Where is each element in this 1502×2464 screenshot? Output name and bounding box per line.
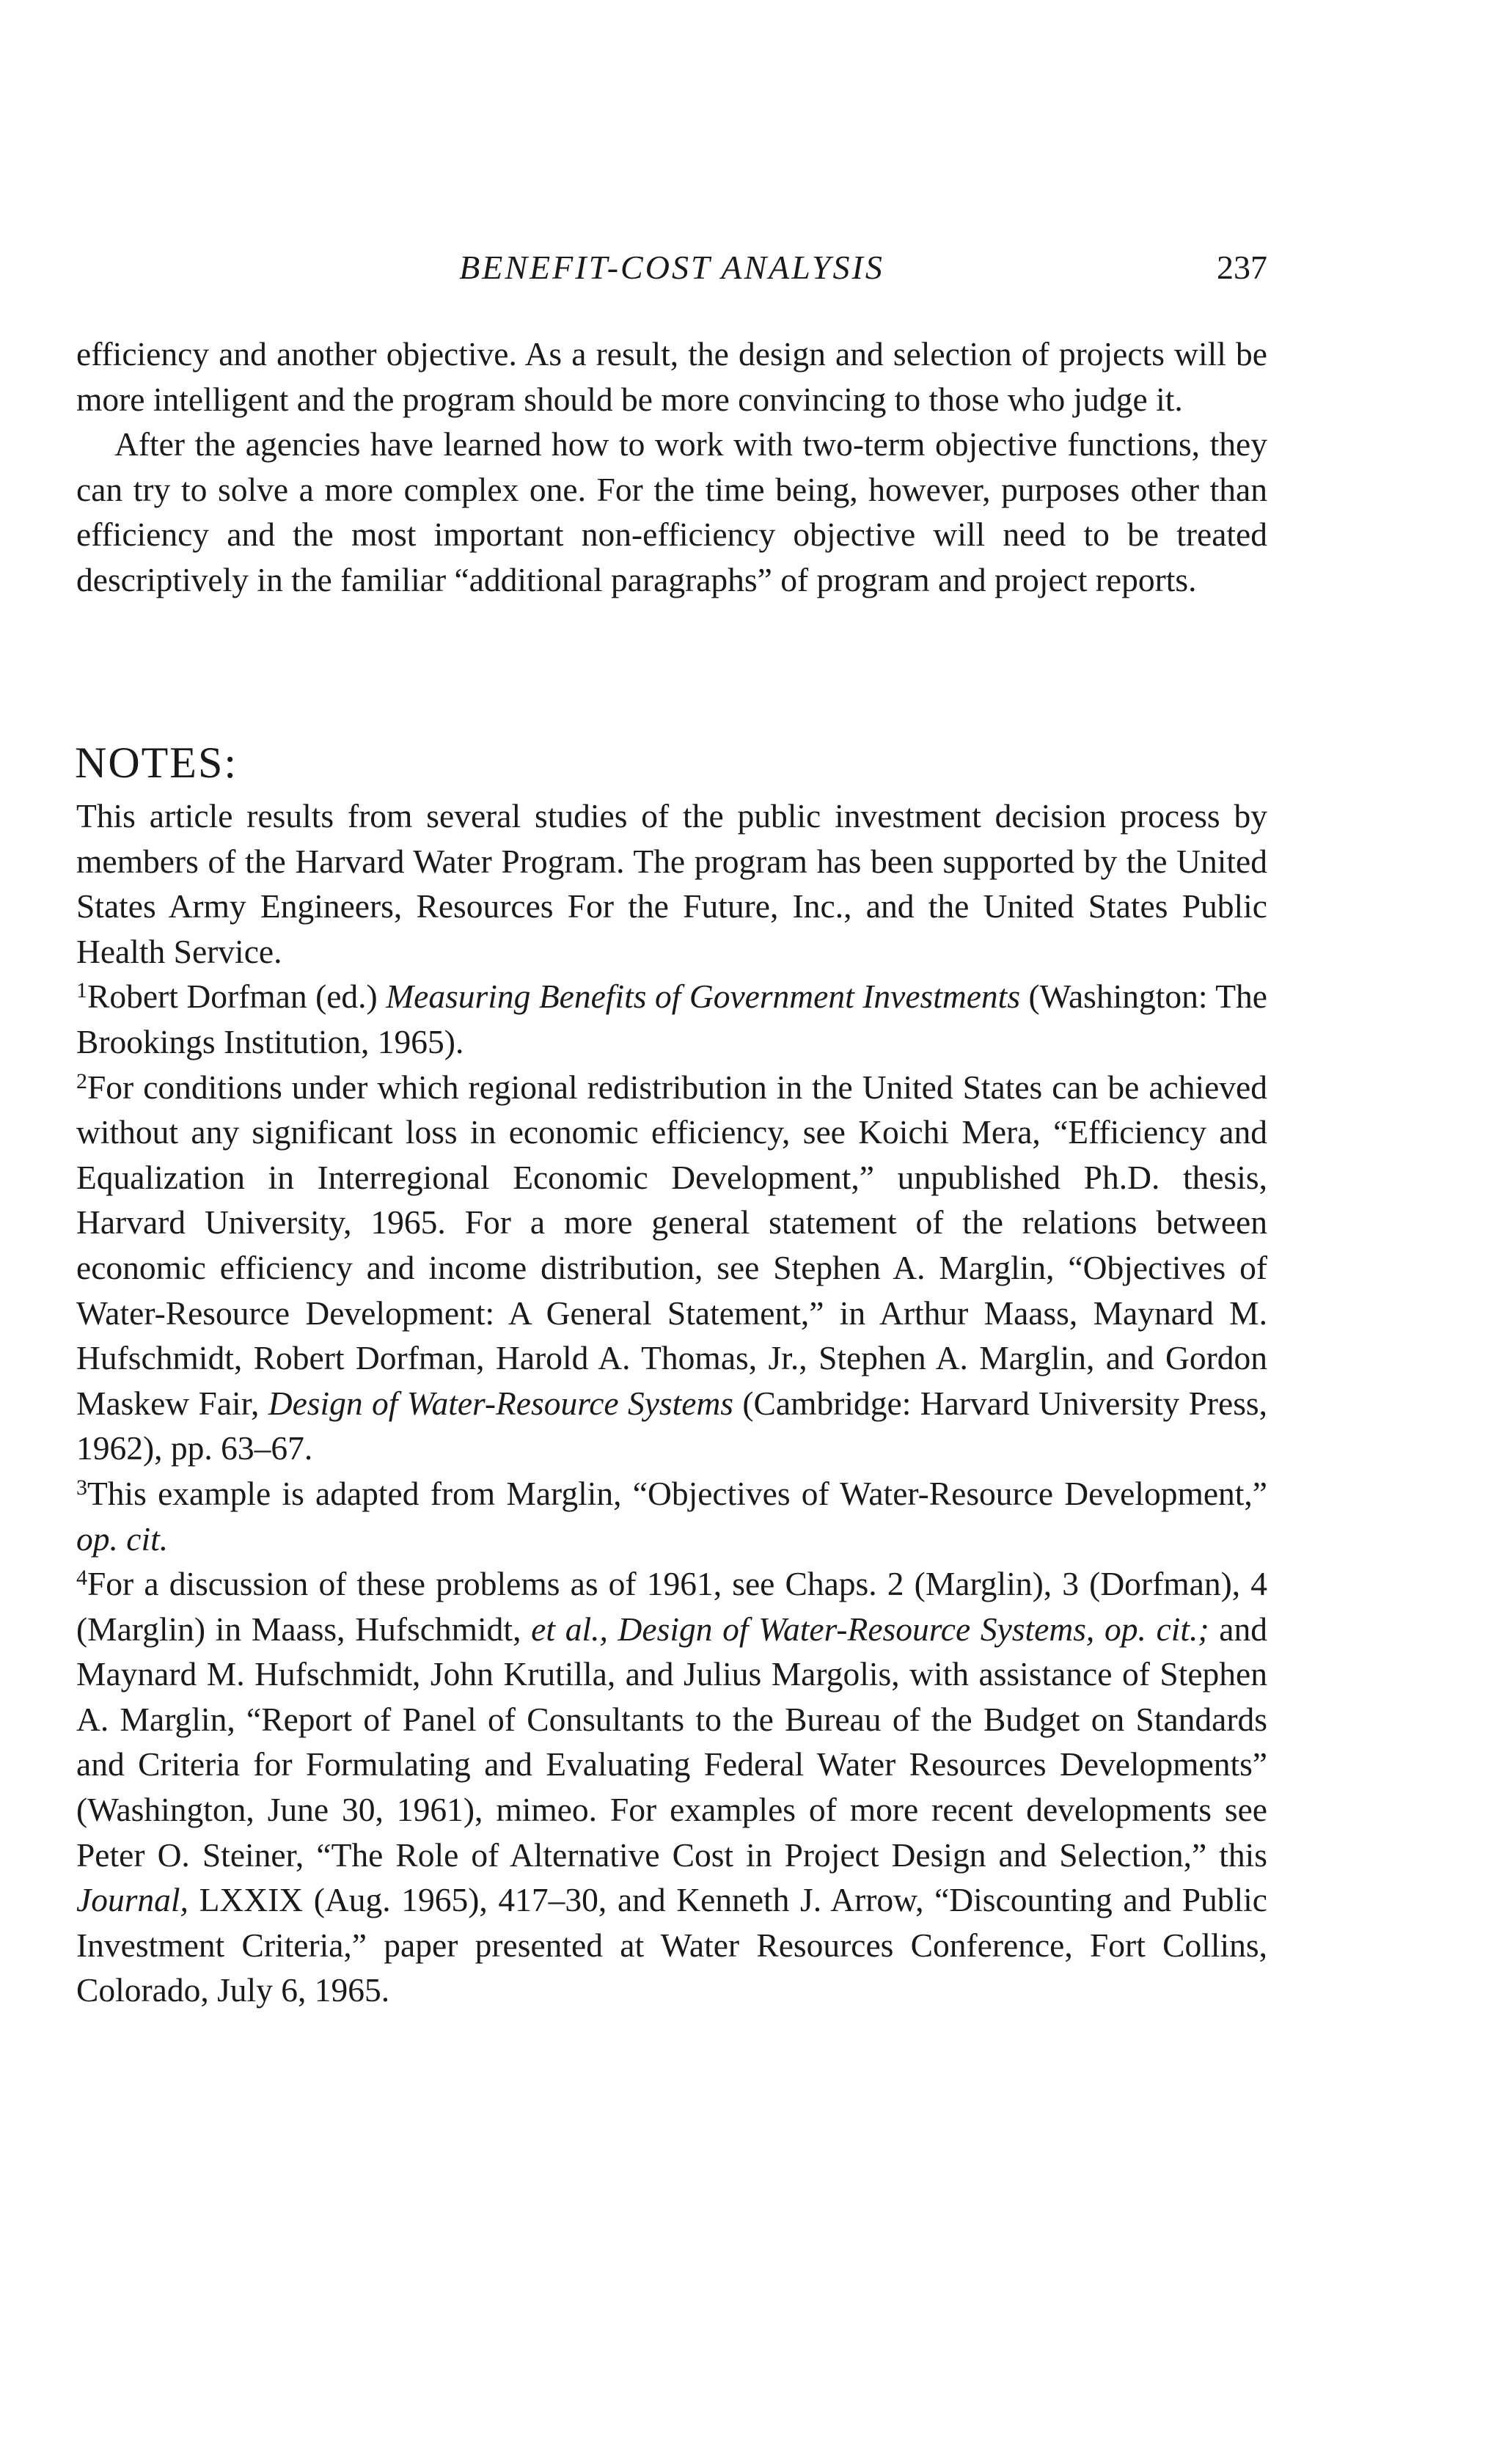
note-2-title: Design of Water-Resource Systems (268, 1384, 734, 1422)
running-title: BENEFIT-COST ANALYSIS (459, 249, 884, 286)
note-1-number: 1 (76, 978, 87, 1003)
paragraph-2: After the agencies have learned how to work with two-term objective functions, they can try to solve a more complex one. For the time being, however, purposes other than efficiency and the most important non-efficiency objective will need to be treated descriptively in the familiar “additional paragraphs” of program and project reports. (76, 425, 1267, 598)
note-4-etal: et al., Design of Water-Resource Systems, op. cit.; (531, 1610, 1209, 1648)
note-intro: This article results from several studies of the public investment decision process by members of the Harvard Water Program. The program has been supported by the United States Army Engineers, Resources For the Future, Inc., and the United States Public Health Service. (76, 797, 1267, 970)
note-3-number: 3 (76, 1475, 87, 1500)
note-2-text-b: (Cambridge: Harvard University Press, 1962), pp. 63–67. (76, 1384, 1268, 1467)
note-1-text-b: (Washington: The Brookings Institution, 1965). (76, 978, 1267, 1060)
note-1-text-a: Robert Dorfman (ed.) (87, 978, 387, 1016)
note-2-text-a: For conditions under which regional redistribution in the United States can be achieved without any significant loss in economic efficiency, see Koichi Mera, “Efficiency and Equalization in Interregional Economic Development,” unpublished Ph.D. thesis, Harvard University, 1965. For a more general statement of the relations between economic efficiency and income distribution, see Stephen A. Marglin, “Objectives of Water-Resource Development: A General Statement,” in Arthur Maass, Maynard M. Hufschmidt, Robert Dorfman, Harold A. Thomas, Jr., Stephen A. Marglin, and Gordon Maskew Fair, (76, 1068, 1267, 1422)
note-1 (76, 974, 1267, 1064)
note-4-number: 4 (76, 1566, 87, 1591)
note-4 (76, 1561, 1267, 2013)
note-4-text-b: and Maynard M. Hufschmidt, John Krutilla, and Julius Margolis, with assistance of Stephen A. Marglin, “Report of Panel of Consultants to the Bureau of the Budget on Standards and Criteria for Formulating and Evaluating Federal Water Resources Developments” (Washington, June 30, 1961), mimeo. For examples of more recent developments see Peter O. Steiner, “The Role of Alternative Cost in Project Design and Selection,” this (76, 1610, 1267, 1874)
note-4-text-a: For a discussion of these problems as of 1961, see Chaps. 2 (Marglin), 3 (Dorfman), 4 (Marglin) in Maass, Hufschmidt, (76, 1565, 1267, 1648)
note-2-number: 2 (76, 1068, 87, 1093)
body-text (76, 331, 1267, 603)
note-3 (76, 1471, 1267, 1561)
note-3-text-a: This example is adapted from Marglin, “Objectives of Water-Resource Development,” (87, 1474, 1267, 1512)
notes-section (76, 793, 1267, 2013)
note-4-text-c: LXXIX (Aug. 1965), 417–30, and Kenneth J. Arrow, “Discounting and Public Investment Criteria,” paper presented at Water Resources Conference, Fort Collins, Colorado, July 6, 1965. (76, 1881, 1267, 2009)
notes-heading: NOTES: (75, 738, 238, 787)
note-2 (76, 1065, 1267, 1471)
note-4-journal: Journal, (76, 1881, 188, 1919)
note-3-opcit: op. cit. (76, 1519, 169, 1558)
page-number: 237 (1217, 249, 1267, 286)
note-1-title: Measuring Benefits of Government Investments (386, 978, 1021, 1016)
running-head (76, 248, 1267, 299)
paragraph-1: efficiency and another objective. As a result, the design and selection of projects will be more intelligent and the program should be more convincing to those who judge it. (76, 335, 1267, 418)
